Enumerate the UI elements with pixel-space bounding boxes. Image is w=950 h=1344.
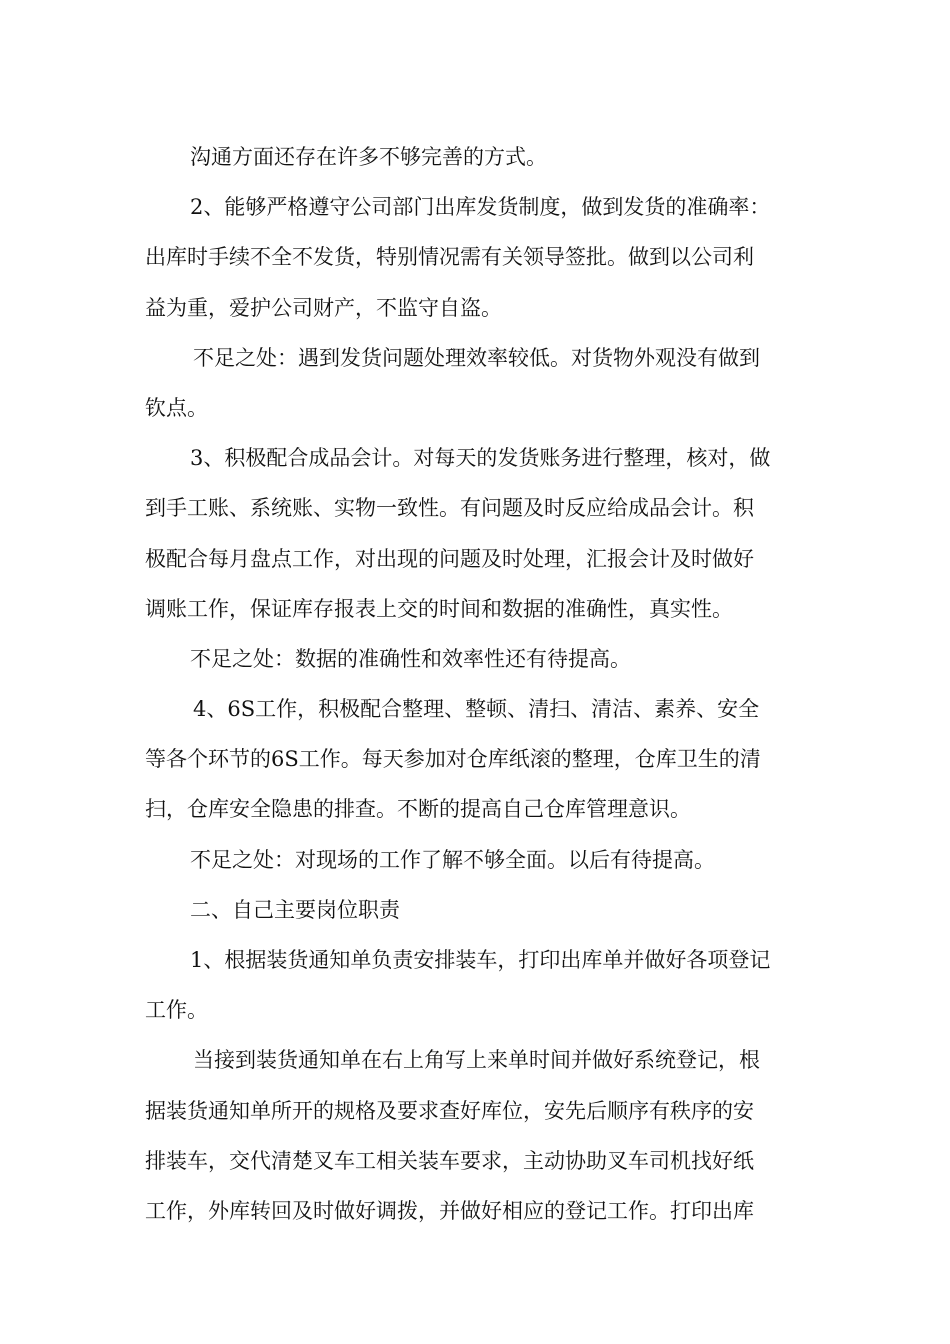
- paragraph-line: 扫，仓库安全隐患的排查。不断的提高自己仓库管理意识。: [145, 797, 691, 822]
- paragraph-line: 不足之处：数据的准确性和效率性还有待提高。: [190, 646, 631, 671]
- paragraph-line: 不足之处：对现场的工作了解不够全面。以后有待提高。: [190, 847, 715, 872]
- paragraph-line: 不足之处：遇到发货问题处理效率较低。对货物外观没有做到: [193, 345, 760, 370]
- paragraph-line: 1、根据装货通知单负责安排装车，打印出库单并做好各项登记: [190, 948, 771, 972]
- paragraph-line: 等各个环节的6S工作。每天参加对仓库纸滚的整理，仓库卫生的清: [145, 747, 761, 772]
- paragraph-line: 沟通方面还存在许多不够完善的方式。: [190, 145, 547, 169]
- paragraph-line: 益为重，爱护公司财产，不监守自盗。: [145, 295, 502, 320]
- paragraph-line: 2、能够严格遵守公司部门出库发货制度，做到发货的准确率：: [190, 195, 771, 220]
- paragraph-line: 据装货通知单所开的规格及要求查好库位，安先后顺序有秩序的安: [145, 1098, 754, 1123]
- paragraph-line: 排装车，交代清楚叉车工相关装车要求，主动协助叉车司机找好纸: [145, 1148, 754, 1173]
- paragraph-line: 工作，外库转回及时做好调拨，并做好相应的登记工作。打印出库: [145, 1198, 754, 1223]
- paragraph-line: 极配合每月盘点工作，对出现的问题及时处理，汇报会计及时做好: [145, 546, 754, 571]
- document-body: [145, 132, 808, 1236]
- paragraph-line: 3、积极配合成品会计。对每天的发货账务进行整理，核对，做: [190, 446, 771, 471]
- paragraph-line: 工作。: [145, 998, 208, 1023]
- section-heading: 二、自己主要岗位职责: [190, 897, 400, 922]
- paragraph-line: 调账工作，保证库存报表上交的时间和数据的准确性，真实性。: [145, 596, 733, 621]
- paragraph-line: 当接到装货通知单在右上角写上来单时间并做好系统登记，根: [193, 1048, 760, 1073]
- paragraph-line: 到手工账、系统账、实物一致性。有问题及时反应给成品会计。积: [145, 496, 754, 521]
- paragraph-line: 4、6S工作，积极配合整理、整顿、清扫、清洁、素养、安全: [193, 697, 760, 722]
- paragraph-line: 出库时手续不全不发货，特别情况需有关领导签批。做到以公司利: [145, 245, 754, 270]
- paragraph-line: 钦点。: [145, 395, 208, 420]
